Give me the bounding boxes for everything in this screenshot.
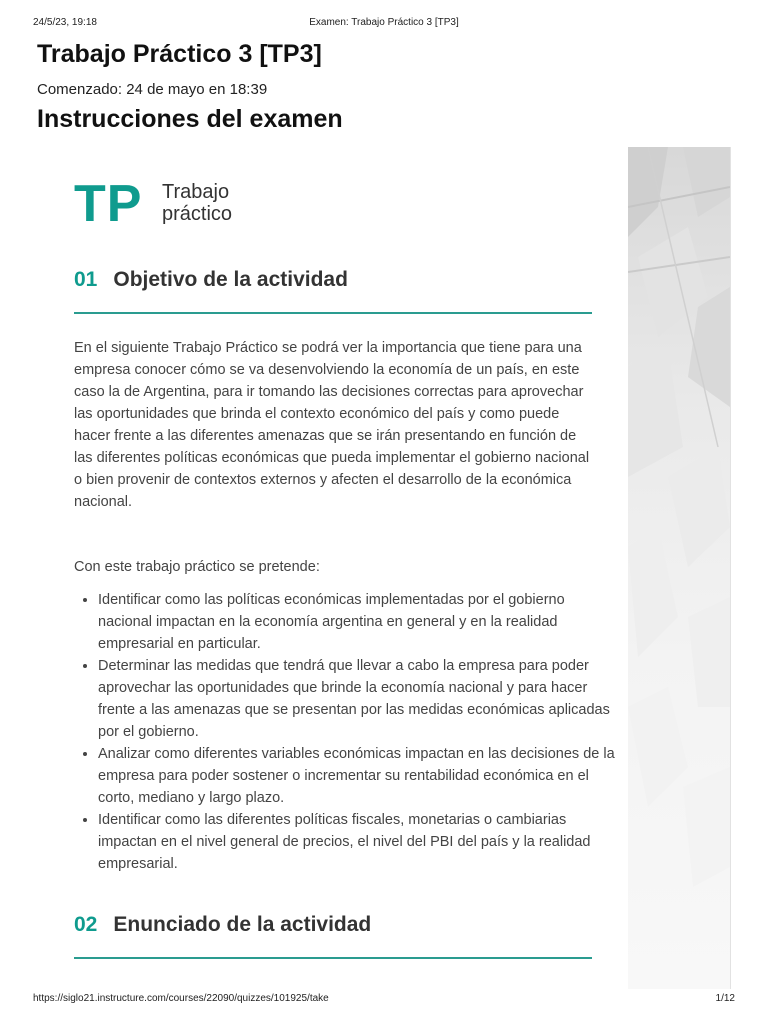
- list-item: • Analizar como diferentes variables económicas impactan en las decisiones de la empresa para poder sostener o incrementar su rentabilidad económica en el corto, mediano y largo plazo.: [98, 743, 618, 809]
- tp-logo-line1: Trabajo: [162, 181, 230, 203]
- tp-mark: TP: [74, 175, 143, 233]
- tp-logo-line2: práctico: [162, 203, 233, 225]
- intro-paragraph: En el siguiente Trabajo Práctico se podrá ver la importancia que tiene para una empresa conocer cómo se va desenvolviendo la economía de un país, en este caso la de Argentina, para ir tomando las decisiones correctas para aprovechar las oportunidades que brinda el contexto económico del país y como puede hacer frente a las diferentes amenazas que se irán presentando en función de las diferentes políticas económicas que pueda implementar el gobierno nacional o bien provenir de contextos externos y afecten el desarrollo de la económica nacional.: [74, 340, 590, 510]
- goals-intro: Con este trabajo práctico se pretende:: [74, 559, 320, 575]
- section-divider: [74, 312, 592, 314]
- section-title: Objetivo de la actividad: [113, 268, 348, 291]
- started-timestamp: Comenzado: 24 de mayo en 18:39: [37, 81, 268, 98]
- list-item: • Identificar como las diferentes políticas fiscales, monetarias o cambiarias impactan en el nivel general de precios, el nivel del PBI del país y la realidad empresarial.: [98, 809, 618, 875]
- print-header: [33, 17, 735, 31]
- section-divider: [74, 957, 592, 959]
- section-title: Enunciado de la actividad: [113, 913, 372, 936]
- section-heading-objetivo: [74, 268, 348, 292]
- section-heading-enunciado: [74, 913, 371, 937]
- list-item: • Identificar como las políticas económicas implementadas por el gobierno nacional impactan en la economía argentina en general y en la realidad empresarial en particular.: [98, 589, 618, 655]
- section-number: 01: [74, 268, 98, 291]
- print-title: Examen: Trabajo Práctico 3 [TP3]: [309, 17, 459, 28]
- decorative-banner-image: [628, 147, 731, 989]
- section-number: 02: [74, 913, 98, 936]
- list-item: • Determinar las medidas que tendrá que llevar a cabo la empresa para poder aprovechar las oportunidades que brinde la economía nacional y para hacer frente a las amenazas que se presentan por las medidas económicas aplicadas por el gobierno.: [98, 655, 618, 743]
- print-date: 24/5/23, 19:18: [33, 17, 97, 28]
- instructions-title: Instrucciones del examen: [37, 105, 343, 133]
- page-number: 1/12: [715, 993, 735, 1004]
- page-url: https://siglo21.instructure.com/courses/22090/quizzes/101925/take: [33, 993, 329, 1004]
- page-title: Trabajo Práctico 3 [TP3]: [37, 40, 322, 68]
- goals-list: [74, 589, 618, 875]
- tp-logo-text: [162, 181, 232, 225]
